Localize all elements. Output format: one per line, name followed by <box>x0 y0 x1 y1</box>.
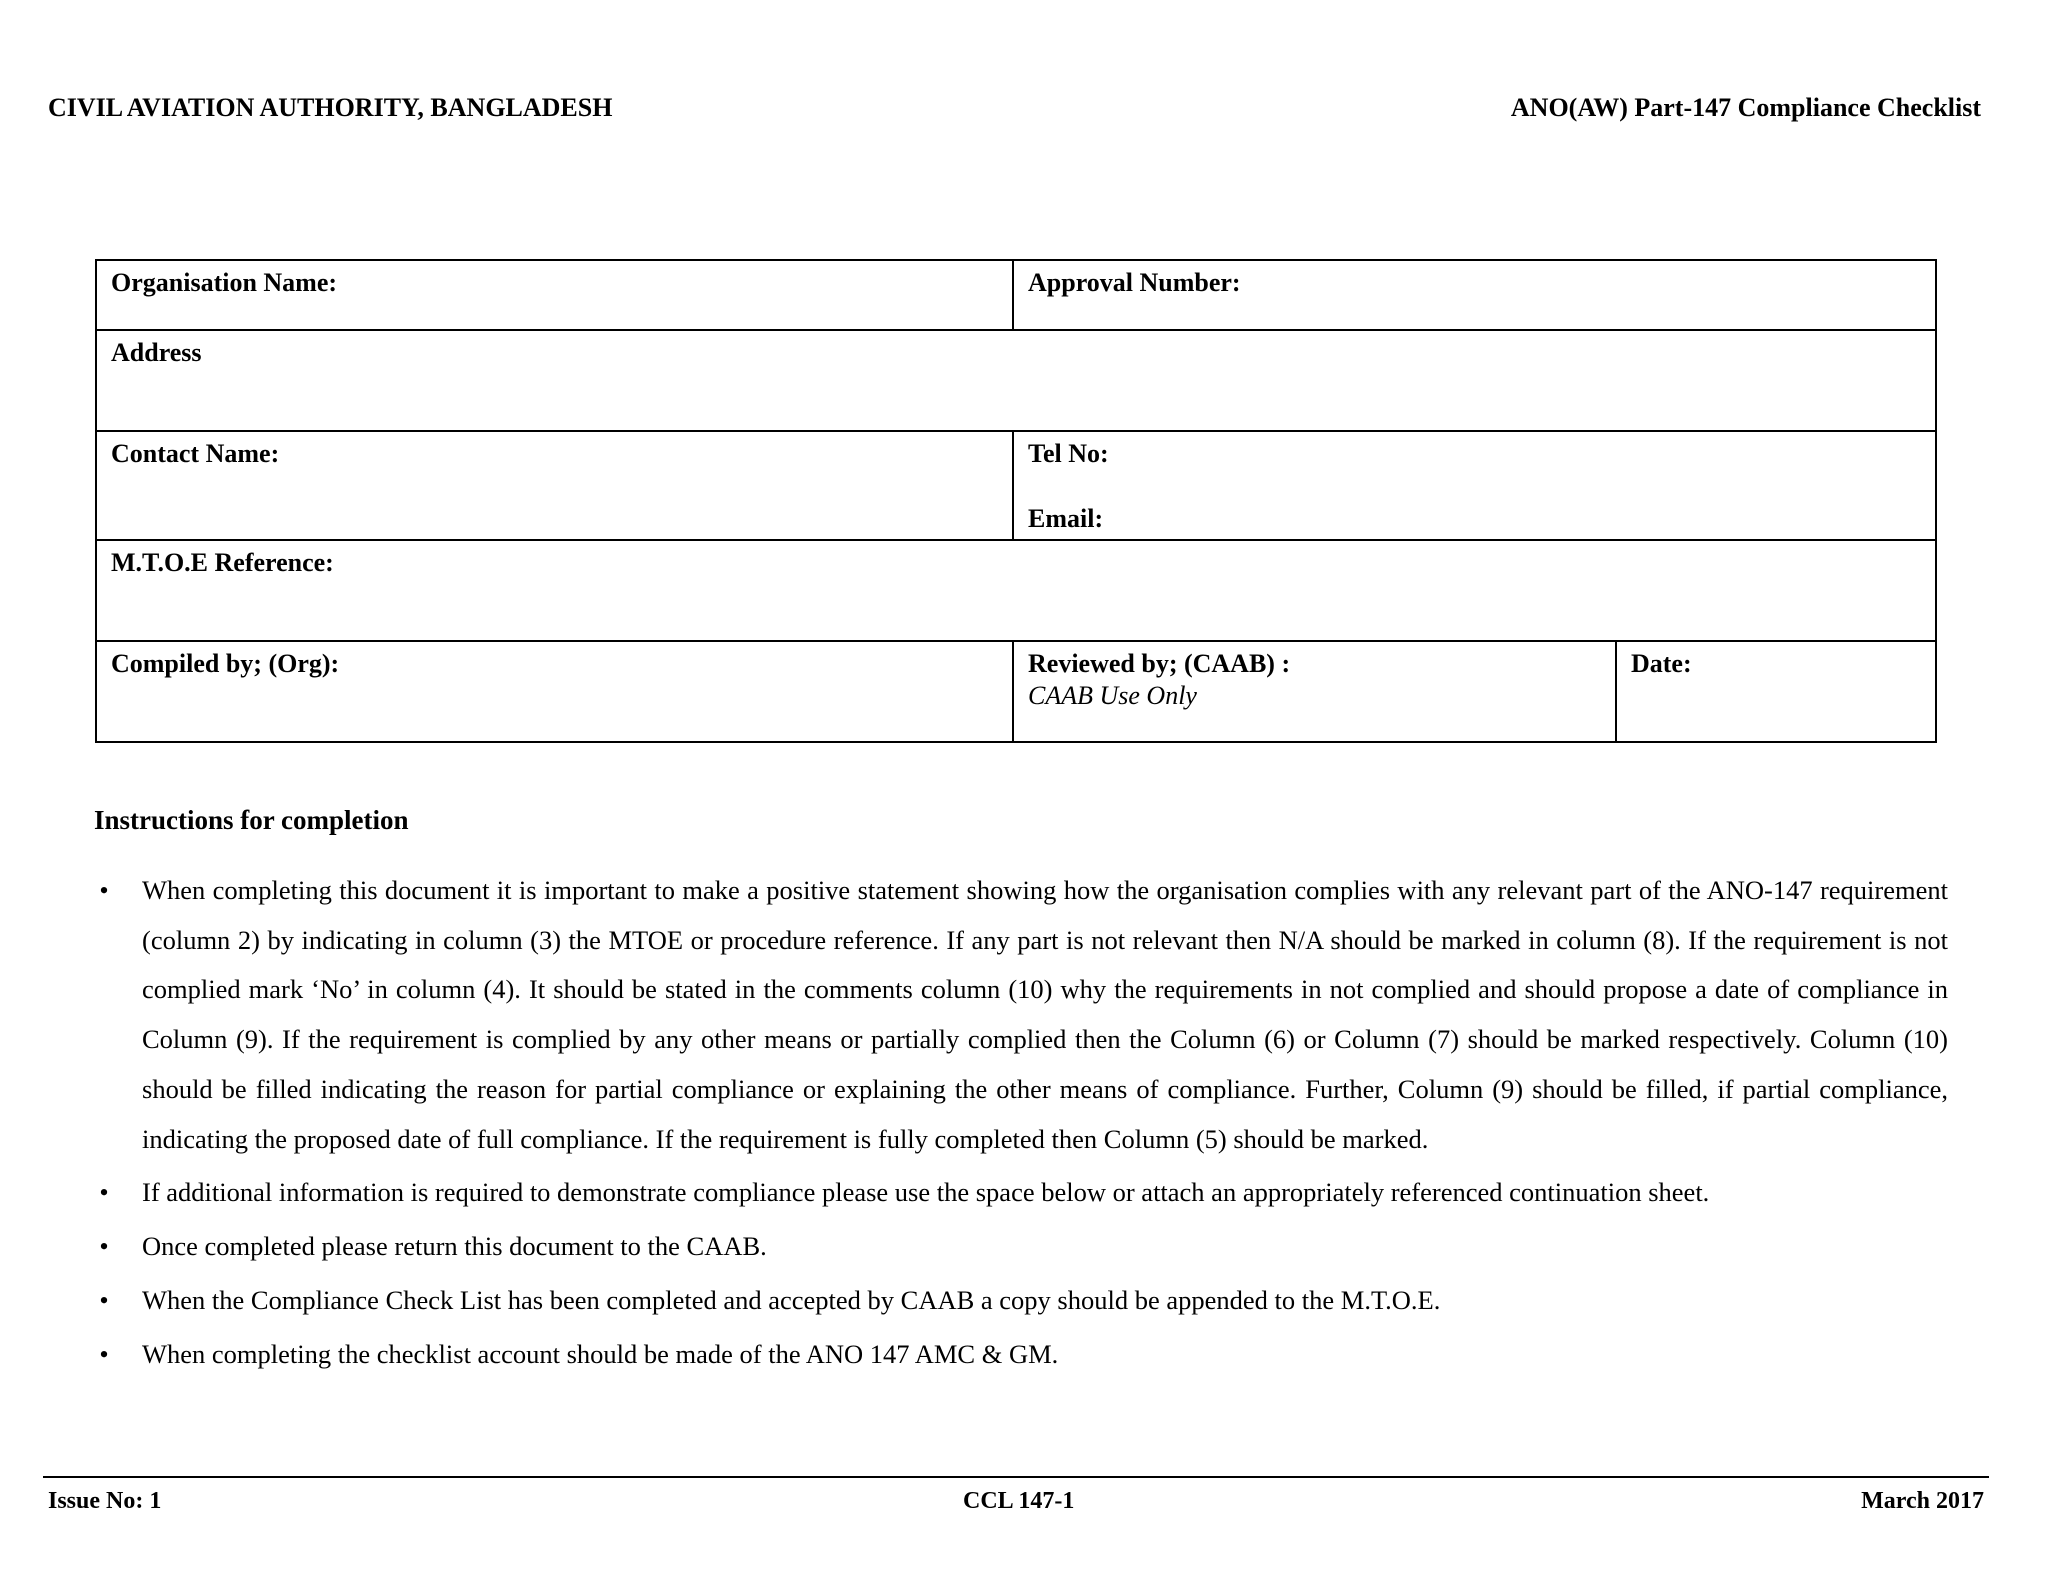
row-org-approval <box>96 260 1936 330</box>
issue-date: March 2017 <box>1861 1488 1984 1514</box>
reviewed-by-label: Reviewed by; (CAAB) : <box>1028 649 1291 678</box>
instruction-text: When completing the checklist account should be made of the ANO 147 AMC & GM. <box>142 1339 1059 1370</box>
date-label: Date: <box>1631 649 1692 678</box>
organisation-name-label: Organisation Name: <box>111 268 338 297</box>
bullet-icon: • <box>99 1285 109 1316</box>
row-address <box>96 330 1936 431</box>
organisation-info-table <box>95 259 1937 743</box>
mtoe-reference-cell[interactable] <box>96 540 1936 641</box>
reviewed-by-cell[interactable] <box>1013 641 1616 742</box>
instruction-item <box>94 1166 1948 1218</box>
instruction-text: If additional information is required to demonstrate compliance please use the space below or attach an appropriately referenced continuation sheet. <box>142 1177 1710 1208</box>
instruction-item <box>94 1274 1948 1326</box>
compiled-by-label: Compiled by; (Org): <box>111 649 340 678</box>
instruction-item <box>94 1328 1948 1380</box>
row-contact <box>96 431 1936 540</box>
organisation-name-cell[interactable] <box>96 260 1013 330</box>
bullet-icon: • <box>99 1231 109 1262</box>
approval-number-label: Approval Number: <box>1028 268 1241 297</box>
instruction-item <box>94 1220 1948 1272</box>
contact-name-label: Contact Name: <box>111 439 280 468</box>
instructions-list <box>94 866 1948 1382</box>
tel-label: Tel No: <box>1028 439 1109 468</box>
address-cell[interactable] <box>96 330 1936 431</box>
compiled-by-cell[interactable] <box>96 641 1013 742</box>
reviewed-by-note: CAAB Use Only <box>1028 681 1197 710</box>
instruction-text: When the Compliance Check List has been completed and accepted by CAAB a copy should be appended to the M.T.O.E. <box>142 1285 1441 1316</box>
document-title: ANO(AW) Part-147 Compliance Checklist <box>1510 93 1981 122</box>
email-label: Email: <box>1028 504 1104 533</box>
authority-name: CIVIL AVIATION AUTHORITY, BANGLADESH <box>48 93 613 122</box>
document-code: CCL 147-1 <box>963 1488 1075 1514</box>
footer-divider <box>43 1476 1989 1478</box>
tel-email-cell[interactable] <box>1013 431 1936 540</box>
instruction-item <box>94 866 1948 1164</box>
contact-name-cell[interactable] <box>96 431 1013 540</box>
approval-number-cell[interactable] <box>1013 260 1936 330</box>
row-mtoe-reference <box>96 540 1936 641</box>
bullet-icon: • <box>99 1339 109 1370</box>
instructions-title: Instructions for completion <box>94 805 409 835</box>
date-cell[interactable] <box>1616 641 1936 742</box>
issue-number: Issue No: 1 <box>48 1488 162 1514</box>
instruction-text: Once completed please return this document to the CAAB. <box>142 1231 767 1262</box>
bullet-icon: • <box>99 875 109 905</box>
row-compiled-reviewed <box>96 641 1936 742</box>
instruction-text: When completing this document it is important to make a positive statement showing how the organisation complies with any relevant part of the ANO-147 requirement (column 2) by indicating in column (3) the MTOE or procedure reference. If any part is not relevant then N/A should be marked in column (8). If the requirement is not complied mark ‘No’ in column (4). It should be stated in the comments column (10) why the requirements in not complied and should propose a date of compliance in Column (9). If the requirement is complied by any other means or partially complied then the Column (6) or Column (7) should be marked respectively. Column (10) should be filled indicating the reason for partial compliance or explaining the other means of compliance. Further, Column (9) should be filled, if partial compliance, indicating the proposed date of full compliance. If the requirement is fully completed then Column (5) should be marked. <box>142 875 1948 1154</box>
address-label: Address <box>111 338 202 367</box>
mtoe-reference-label: M.T.O.E Reference: <box>111 548 334 577</box>
bullet-icon: • <box>99 1177 109 1208</box>
